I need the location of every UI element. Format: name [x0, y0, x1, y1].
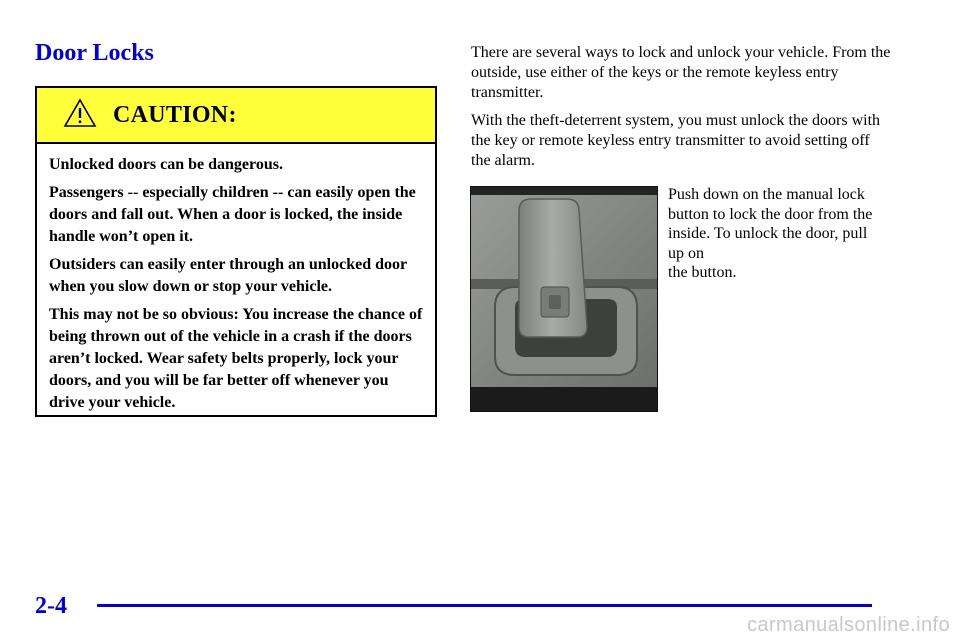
watermark: carmanualsonline.info: [747, 614, 950, 636]
body-paragraph: With the theft-deterrent system, you must unlock the doors with the key or remote keyless entry transmitter to avoid setting off the alarm.: [471, 112, 881, 169]
caution-paragraph: Passengers -- especially children -- can easily open the doors and fall out. When a door is locked, the inside handle won’t open it.: [49, 184, 416, 245]
body-text: [471, 43, 891, 179]
caution-header: [37, 88, 435, 144]
caution-paragraph: Unlocked doors can be dangerous.: [49, 156, 283, 173]
caution-paragraph: Outsiders can easily enter through an unlocked door when you slow down or stop your vehicle.: [49, 256, 407, 295]
caution-box: [35, 86, 437, 417]
photo-caption: Push down on the manual lock button to lock the door from the inside. To unlock the door, pull up on the button.: [668, 186, 873, 281]
page-title: Door Locks: [35, 40, 154, 66]
caution-paragraph: This may not be so obvious: You increase the chance of being thrown out of the vehicle in a crash if the doors aren’t locked. Wear safety belts properly, lock your doors, and you will be far better off whenever you drive your vehicle.: [49, 306, 423, 411]
caution-heading: CAUTION:: [113, 101, 237, 128]
door-lock-photo: [470, 186, 658, 412]
footer-rule: [97, 604, 872, 607]
page-number: 2-4: [35, 593, 67, 619]
caution-body: [37, 144, 435, 414]
warning-triangle-icon: [63, 98, 97, 133]
body-paragraph: There are several ways to lock and unlock your vehicle. From the outside, use either of the keys or the remote keyless entry transmitter.: [471, 44, 891, 101]
